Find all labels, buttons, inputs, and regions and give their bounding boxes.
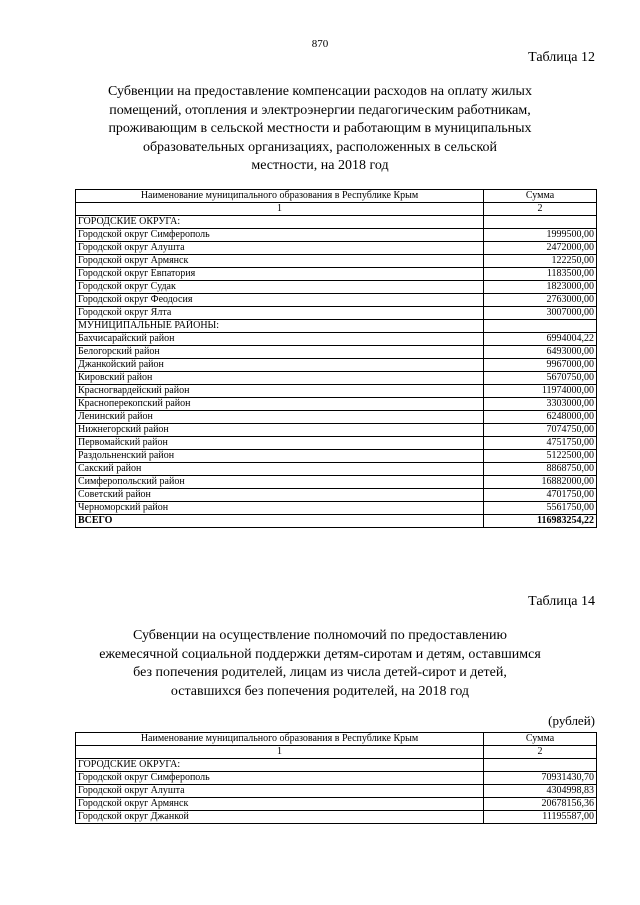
row-name: Городской округ Евпатория <box>76 268 484 281</box>
table-row <box>76 489 597 502</box>
row-value: 11974000,00 <box>484 385 597 398</box>
table-12-title <box>70 83 570 176</box>
row-value: 7074750,00 <box>484 424 597 437</box>
title-line: Субвенции на осуществление полномочий по предоставлению <box>132 628 508 643</box>
row-value: 8868750,00 <box>484 463 597 476</box>
row-name: Красноперекопский район <box>76 398 484 411</box>
row-name: Красногвардейский район <box>76 385 484 398</box>
column-number: 1 <box>76 746 484 759</box>
table-row <box>76 385 597 398</box>
row-value: 5122500,00 <box>484 450 597 463</box>
table-row <box>76 785 597 798</box>
column-number: 2 <box>484 746 597 759</box>
row-name: Городской округ Симферополь <box>76 229 484 242</box>
table-header-row <box>76 733 597 746</box>
row-value <box>484 216 597 229</box>
row-name: Городской округ Алушта <box>76 242 484 255</box>
table-column-numbers-row <box>76 203 597 216</box>
row-value: 11195587,00 <box>484 811 597 824</box>
row-name: Ленинский район <box>76 411 484 424</box>
row-value: 4701750,00 <box>484 489 597 502</box>
row-value: 5561750,00 <box>484 502 597 515</box>
row-name: Первомайский район <box>76 437 484 450</box>
row-value: 6493000,00 <box>484 346 597 359</box>
row-name: Городской округ Ялта <box>76 307 484 320</box>
table-14-label: Таблица 14 <box>528 594 595 609</box>
units-label: (рублей) <box>548 713 595 728</box>
row-name: Городской округ Симферополь <box>76 772 484 785</box>
table-row <box>76 502 597 515</box>
table-row <box>76 320 597 333</box>
row-value: 3303000,00 <box>484 398 597 411</box>
table-column-numbers-row <box>76 746 597 759</box>
header-sum: Сумма <box>484 190 597 203</box>
table-row <box>76 798 597 811</box>
table-row <box>76 216 597 229</box>
table-row <box>76 268 597 281</box>
row-name: Раздольненский район <box>76 450 484 463</box>
table-header-row <box>76 190 597 203</box>
title-line: помещений, отопления и электроэнергии педагогическим работникам, <box>109 102 531 118</box>
row-value: 6248000,00 <box>484 411 597 424</box>
row-value: 9967000,00 <box>484 359 597 372</box>
table-row <box>76 398 597 411</box>
table-row <box>76 307 597 320</box>
title-line: без попечения родителей, лицам из числа детей-сирот и детей, <box>133 665 507 680</box>
row-value: 6994004,22 <box>484 333 597 346</box>
row-value: 4304998,83 <box>484 785 597 798</box>
table-row <box>76 346 597 359</box>
row-value: 4751750,00 <box>484 437 597 450</box>
row-name: Белогорский район <box>76 346 484 359</box>
row-name: Городской округ Джанкой <box>76 811 484 824</box>
row-value: 1183500,00 <box>484 268 597 281</box>
row-name: Нижнегорский район <box>76 424 484 437</box>
row-name: МУНИЦИПАЛЬНЫЕ РАЙОНЫ: <box>76 320 484 333</box>
title-line: местности, на 2018 год <box>251 158 389 173</box>
row-value: 2763000,00 <box>484 294 597 307</box>
row-name: ГОРОДСКИЕ ОКРУГА: <box>76 216 484 229</box>
row-name: Кировский район <box>76 372 484 385</box>
table-14 <box>75 732 597 824</box>
row-name: Городской округ Судак <box>76 281 484 294</box>
row-name: Городской округ Армянск <box>76 798 484 811</box>
table-row <box>76 450 597 463</box>
header-sum: Сумма <box>484 733 597 746</box>
row-name: ГОРОДСКИЕ ОКРУГА: <box>76 759 484 772</box>
row-value: 70931430,70 <box>484 772 597 785</box>
table-row <box>76 463 597 476</box>
row-name: Городской округ Армянск <box>76 255 484 268</box>
table-12-label: Таблица 12 <box>528 50 595 65</box>
row-value: 1823000,00 <box>484 281 597 294</box>
row-name: Советский район <box>76 489 484 502</box>
table-row <box>76 759 597 772</box>
table-row <box>76 411 597 424</box>
row-name: Черноморский район <box>76 502 484 515</box>
total-value: 116983254,22 <box>484 515 597 528</box>
title-line: образовательных организациях, расположенных в сельской <box>142 139 498 155</box>
row-name: Городской округ Алушта <box>76 785 484 798</box>
header-name: Наименование муниципального образования в Республике Крым <box>76 190 484 203</box>
row-name: Бахчисарайский район <box>76 333 484 346</box>
total-row <box>76 515 597 528</box>
total-label: ВСЕГО <box>76 515 484 528</box>
row-name: Джанкойский район <box>76 359 484 372</box>
table-row <box>76 242 597 255</box>
table-row <box>76 255 597 268</box>
table-row <box>76 811 597 824</box>
column-number: 1 <box>76 203 484 216</box>
table-row <box>76 281 597 294</box>
table-row <box>76 294 597 307</box>
row-value: 122250,00 <box>484 255 597 268</box>
row-value: 20678156,36 <box>484 798 597 811</box>
row-value: 3007000,00 <box>484 307 597 320</box>
table-14-title <box>70 627 570 701</box>
header-name: Наименование муниципального образования в Республике Крым <box>76 733 484 746</box>
row-value <box>484 320 597 333</box>
table-row <box>76 476 597 489</box>
row-value: 1999500,00 <box>484 229 597 242</box>
table-row <box>76 333 597 346</box>
row-value: 5670750,00 <box>484 372 597 385</box>
table-row <box>76 359 597 372</box>
row-name: Симферопольский район <box>76 476 484 489</box>
title-line: ежемесячной социальной поддержки детям-сиротам и детям, оставшимся <box>99 646 541 662</box>
title-line: оставшихся без попечения родителей, на 2018 год <box>170 683 470 699</box>
table-row <box>76 229 597 242</box>
row-value: 16882000,00 <box>484 476 597 489</box>
table-row <box>76 372 597 385</box>
row-name: Сакский район <box>76 463 484 476</box>
column-number: 2 <box>484 203 597 216</box>
table-row <box>76 437 597 450</box>
title-line: проживающим в сельской местности и работающим в муниципальных <box>108 121 532 136</box>
table-row <box>76 424 597 437</box>
table-row <box>76 772 597 785</box>
row-value <box>484 759 597 772</box>
table-12 <box>75 189 597 528</box>
title-line: Субвенции на предоставление компенсации расходов на оплату жилых <box>108 84 532 99</box>
page-number: 870 <box>311 38 329 50</box>
row-name: Городской округ Феодосия <box>76 294 484 307</box>
row-value: 2472000,00 <box>484 242 597 255</box>
